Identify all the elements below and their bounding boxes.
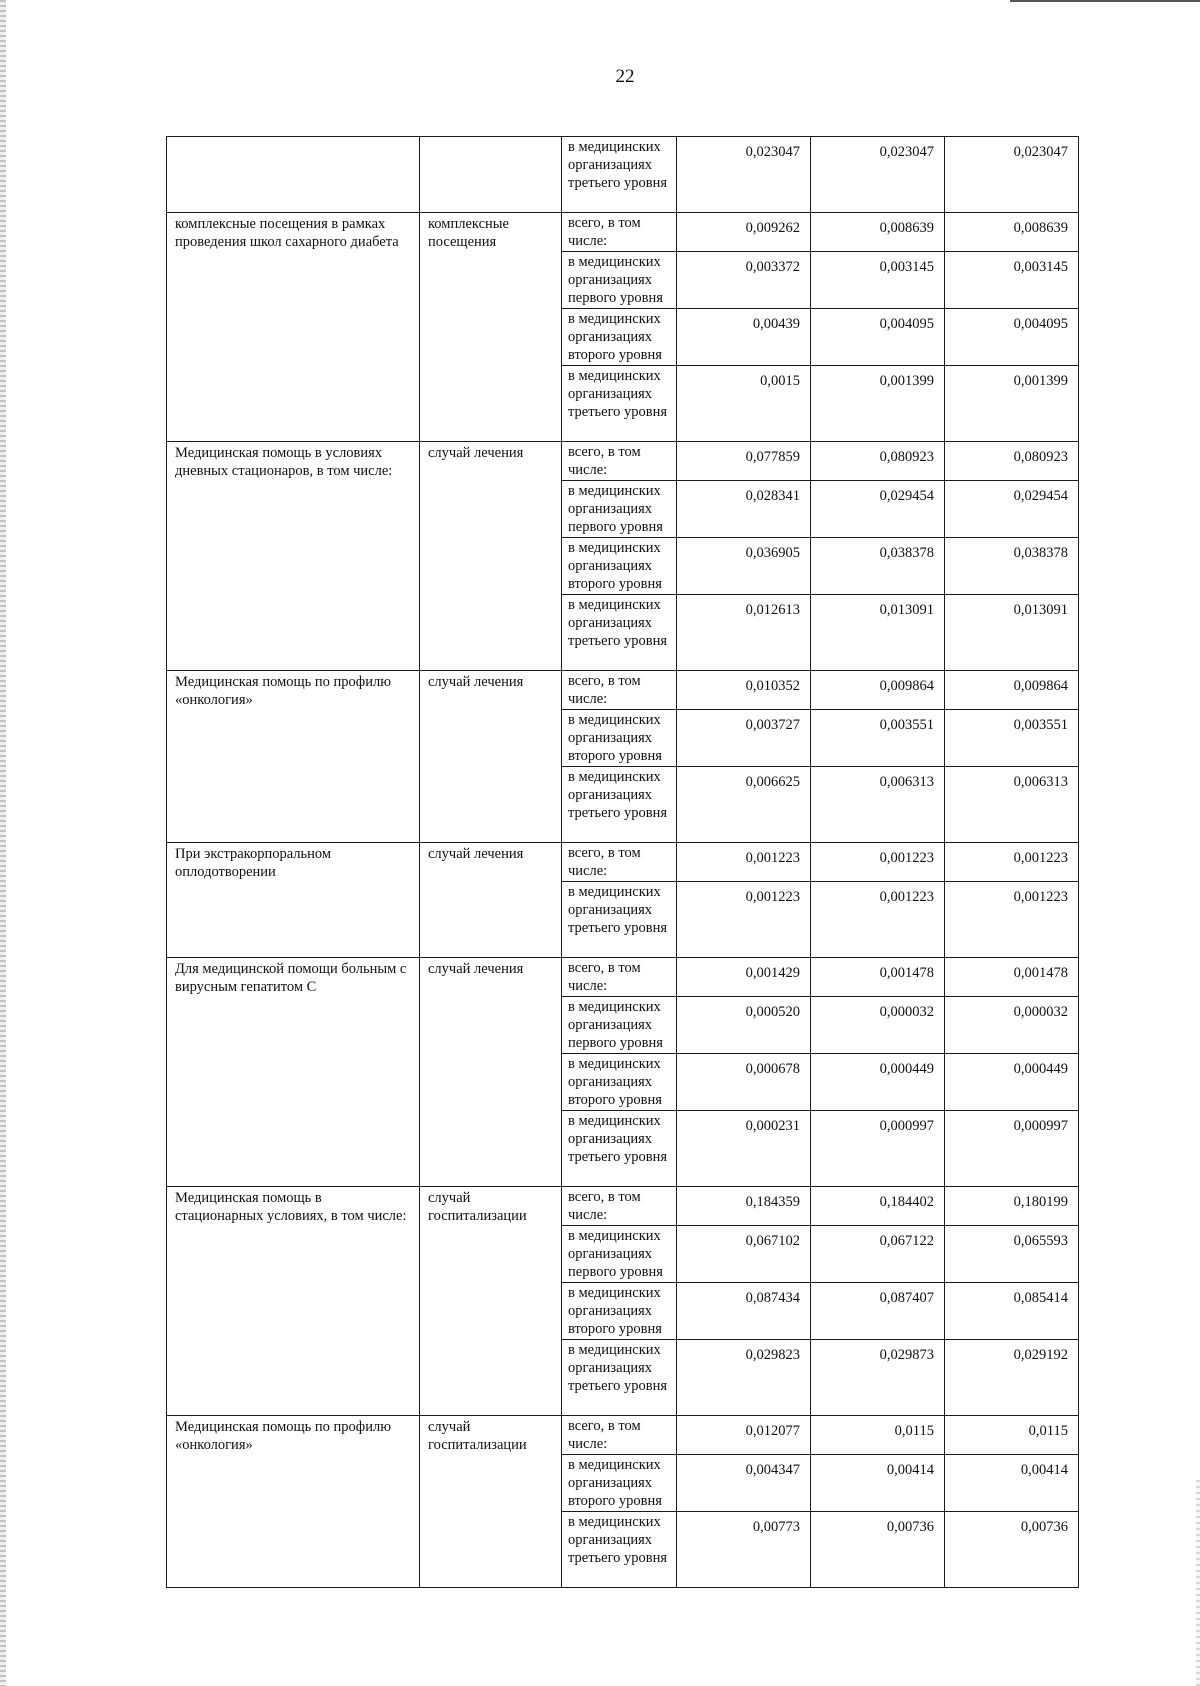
value-cell-3: 0,085414 [945, 1283, 1079, 1340]
norms-table-body [167, 137, 1079, 1588]
level-cell: в медицинских организациях первого уровня [562, 481, 677, 538]
unit-cell: случай лечения [420, 442, 562, 671]
level-cell: в медицинских организациях третьего уровня [562, 366, 677, 442]
value-cell-1: 0,000231 [677, 1111, 811, 1187]
value-cell-2: 0,0115 [811, 1416, 945, 1455]
care-type-cell [167, 137, 420, 213]
level-cell: в медицинских организациях третьего уровня [562, 595, 677, 671]
value-cell-3: 0,029454 [945, 481, 1079, 538]
value-cell-1: 0,023047 [677, 137, 811, 213]
level-cell: в медицинских организациях второго уровня [562, 1283, 677, 1340]
value-cell-3: 0,004095 [945, 309, 1079, 366]
value-cell-1: 0,077859 [677, 442, 811, 481]
value-cell-1: 0,028341 [677, 481, 811, 538]
value-cell-2: 0,038378 [811, 538, 945, 595]
unit-cell: случай лечения [420, 958, 562, 1187]
value-cell-1: 0,184359 [677, 1187, 811, 1226]
care-type-cell: Для медицинской помощи больным с вирусным гепатитом С [167, 958, 420, 1187]
value-cell-3: 0,003551 [945, 710, 1079, 767]
value-cell-2: 0,001478 [811, 958, 945, 997]
value-cell-3: 0,023047 [945, 137, 1079, 213]
table-row [167, 671, 1079, 710]
level-cell: всего, в том числе: [562, 843, 677, 882]
care-type-cell: Медицинская помощь по профилю «онкология» [167, 671, 420, 843]
care-type-cell: Медицинская помощь в стационарных условиях, в том числе: [167, 1187, 420, 1416]
value-cell-1: 0,00773 [677, 1512, 811, 1588]
level-cell: всего, в том числе: [562, 671, 677, 710]
level-cell: всего, в том числе: [562, 442, 677, 481]
value-cell-1: 0,00439 [677, 309, 811, 366]
scan-right-edge [1196, 1480, 1200, 1686]
value-cell-2: 0,029454 [811, 481, 945, 538]
value-cell-3: 0,008639 [945, 213, 1079, 252]
value-cell-3: 0,001223 [945, 843, 1079, 882]
care-type-cell: Медицинская помощь в условиях дневных стационаров, в том числе: [167, 442, 420, 671]
table-row [167, 843, 1079, 882]
value-cell-3: 0,006313 [945, 767, 1079, 843]
value-cell-2: 0,003145 [811, 252, 945, 309]
value-cell-2: 0,00736 [811, 1512, 945, 1588]
level-cell: в медицинских организациях первого уровня [562, 1226, 677, 1283]
value-cell-2: 0,013091 [811, 595, 945, 671]
table-row [167, 213, 1079, 252]
level-cell: в медицинских организациях третьего уровня [562, 137, 677, 213]
value-cell-2: 0,001223 [811, 843, 945, 882]
unit-cell: случай лечения [420, 843, 562, 958]
value-cell-2: 0,001223 [811, 882, 945, 958]
value-cell-3: 0,065593 [945, 1226, 1079, 1283]
value-cell-2: 0,000997 [811, 1111, 945, 1187]
level-cell: всего, в том числе: [562, 213, 677, 252]
level-cell: в медицинских организациях второго уровня [562, 710, 677, 767]
page-number: 22 [615, 66, 635, 87]
care-type-cell: комплексные посещения в рамках проведения школ сахарного диабета [167, 213, 420, 442]
value-cell-3: 0,180199 [945, 1187, 1079, 1226]
value-cell-1: 0,067102 [677, 1226, 811, 1283]
value-cell-1: 0,009262 [677, 213, 811, 252]
value-cell-1: 0,001223 [677, 843, 811, 882]
value-cell-1: 0,087434 [677, 1283, 811, 1340]
value-cell-3: 0,00414 [945, 1455, 1079, 1512]
value-cell-3: 0,001399 [945, 366, 1079, 442]
norms-table [166, 136, 1079, 1588]
value-cell-3: 0,001478 [945, 958, 1079, 997]
top-rule [1010, 0, 1200, 2]
value-cell-1: 0,000520 [677, 997, 811, 1054]
value-cell-2: 0,004095 [811, 309, 945, 366]
value-cell-1: 0,012077 [677, 1416, 811, 1455]
value-cell-1: 0,003372 [677, 252, 811, 309]
value-cell-3: 0,000449 [945, 1054, 1079, 1111]
level-cell: в медицинских организациях третьего уровня [562, 1111, 677, 1187]
value-cell-3: 0,013091 [945, 595, 1079, 671]
value-cell-3: 0,029192 [945, 1340, 1079, 1416]
level-cell: всего, в том числе: [562, 1187, 677, 1226]
unit-cell: случай лечения [420, 671, 562, 843]
value-cell-2: 0,009864 [811, 671, 945, 710]
unit-cell: комплексные посещения [420, 213, 562, 442]
value-cell-2: 0,000449 [811, 1054, 945, 1111]
value-cell-1: 0,000678 [677, 1054, 811, 1111]
level-cell: в медицинских организациях первого уровня [562, 252, 677, 309]
value-cell-1: 0,003727 [677, 710, 811, 767]
value-cell-1: 0,004347 [677, 1455, 811, 1512]
value-cell-3: 0,080923 [945, 442, 1079, 481]
value-cell-2: 0,023047 [811, 137, 945, 213]
value-cell-3: 0,001223 [945, 882, 1079, 958]
value-cell-2: 0,008639 [811, 213, 945, 252]
value-cell-3: 0,0115 [945, 1416, 1079, 1455]
value-cell-2: 0,00414 [811, 1455, 945, 1512]
table-row [167, 1187, 1079, 1226]
level-cell: в медицинских организациях второго уровня [562, 309, 677, 366]
care-type-cell: При экстракорпоральном оплодотворении [167, 843, 420, 958]
level-cell: в медицинских организациях первого уровня [562, 997, 677, 1054]
value-cell-3: 0,00736 [945, 1512, 1079, 1588]
value-cell-1: 0,010352 [677, 671, 811, 710]
value-cell-3: 0,000997 [945, 1111, 1079, 1187]
level-cell: в медицинских организациях третьего уровня [562, 767, 677, 843]
value-cell-1: 0,029823 [677, 1340, 811, 1416]
value-cell-2: 0,000032 [811, 997, 945, 1054]
value-cell-2: 0,184402 [811, 1187, 945, 1226]
value-cell-1: 0,001223 [677, 882, 811, 958]
value-cell-3: 0,009864 [945, 671, 1079, 710]
unit-cell [420, 137, 562, 213]
value-cell-1: 0,012613 [677, 595, 811, 671]
value-cell-1: 0,006625 [677, 767, 811, 843]
value-cell-2: 0,080923 [811, 442, 945, 481]
value-cell-3: 0,000032 [945, 997, 1079, 1054]
value-cell-2: 0,029873 [811, 1340, 945, 1416]
level-cell: всего, в том числе: [562, 1416, 677, 1455]
level-cell: в медицинских организациях третьего уровня [562, 1340, 677, 1416]
value-cell-2: 0,001399 [811, 366, 945, 442]
value-cell-1: 0,036905 [677, 538, 811, 595]
value-cell-3: 0,038378 [945, 538, 1079, 595]
scan-left-edge [0, 0, 6, 1686]
level-cell: в медицинских организациях третьего уровня [562, 882, 677, 958]
table-row [167, 1416, 1079, 1455]
table-row [167, 958, 1079, 997]
unit-cell: случай госпитализации [420, 1187, 562, 1416]
table-row [167, 137, 1079, 213]
value-cell-2: 0,067122 [811, 1226, 945, 1283]
value-cell-3: 0,003145 [945, 252, 1079, 309]
level-cell: в медицинских организациях второго уровня [562, 1455, 677, 1512]
value-cell-2: 0,003551 [811, 710, 945, 767]
value-cell-1: 0,0015 [677, 366, 811, 442]
level-cell: в медицинских организациях третьего уровня [562, 1512, 677, 1588]
table-row [167, 442, 1079, 481]
value-cell-1: 0,001429 [677, 958, 811, 997]
care-type-cell: Медицинская помощь по профилю «онкология» [167, 1416, 420, 1588]
value-cell-2: 0,087407 [811, 1283, 945, 1340]
level-cell: в медицинских организациях второго уровня [562, 538, 677, 595]
level-cell: в медицинских организациях второго уровня [562, 1054, 677, 1111]
level-cell: всего, в том числе: [562, 958, 677, 997]
unit-cell: случай госпитализации [420, 1416, 562, 1588]
value-cell-2: 0,006313 [811, 767, 945, 843]
